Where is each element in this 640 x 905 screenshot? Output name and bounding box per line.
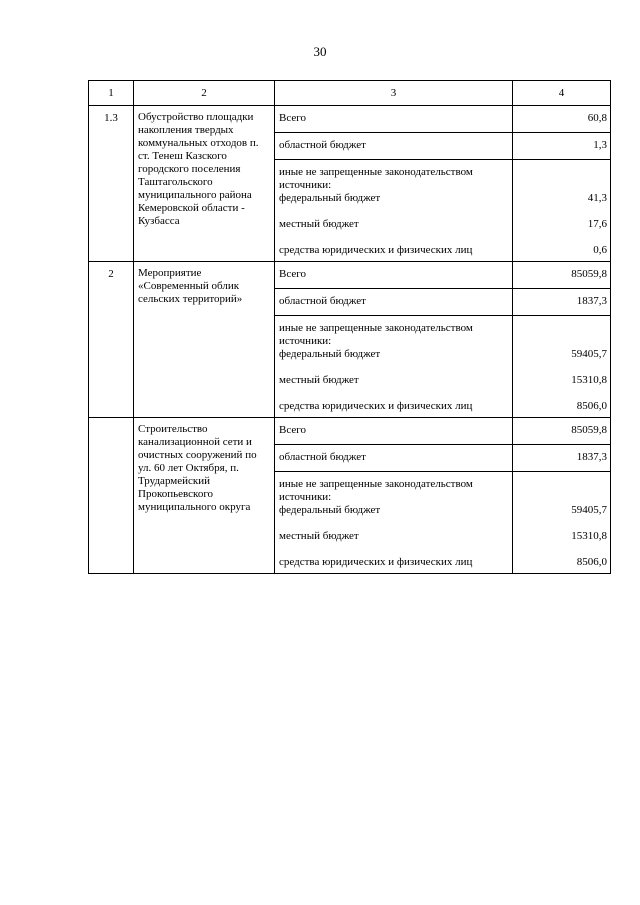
local-label: местный бюджет [279,218,359,230]
item-description: Строительство канализационной сети и очистных сооружений по ул. 60 лет Октября, п. Трудармейский Прокопьевского муниципального округа [134,418,275,574]
private-amount: 8506,0 [576,556,607,568]
table-row [89,262,611,289]
funding-type: областной бюджет [275,133,513,160]
federal-amount: 59405,7 [571,504,607,516]
private-label: средства юридических и физических лиц [279,556,473,568]
funding-amount: 1,3 [513,133,611,160]
header-cell: 3 [275,81,513,106]
funding-breakdown-amounts [513,316,611,418]
header-row [89,81,611,106]
item-number: 2 [89,262,134,418]
private-amount: 0,6 [593,244,607,256]
local-label: местный бюджет [279,374,359,386]
item-number [89,418,134,574]
table-row [89,418,611,445]
private-label: средства юридических и физических лиц [279,244,473,256]
local-amount: 15310,8 [571,530,607,542]
item-number: 1.3 [89,106,134,262]
federal-amount: 59405,7 [571,348,607,360]
funding-amount: 85059,8 [513,418,611,445]
header-cell: 1 [89,81,134,106]
funding-type: Всего [275,262,513,289]
funding-breakdown [275,316,513,418]
funding-type: Всего [275,106,513,133]
funding-breakdown-amounts [513,472,611,574]
funding-type: областной бюджет [275,445,513,472]
funding-breakdown [275,160,513,262]
funding-amount: 60,8 [513,106,611,133]
funding-amount: 85059,8 [513,262,611,289]
funding-amount: 1837,3 [513,445,611,472]
funding-breakdown [275,472,513,574]
private-amount: 8506,0 [576,400,607,412]
other-sources-label: иные не запрещенные законодательством источники: [279,478,473,503]
local-amount: 17,6 [587,218,607,230]
header-cell: 2 [134,81,275,106]
funding-type: Всего [275,418,513,445]
item-description: Обустройство площадки накопления твердых коммунальных отходов п. ст. Тенеш Казского городского поселения Таштагольского муниципального района Кемеровской области - Кузбасса [134,106,275,262]
federal-label: федеральный бюджет [279,192,381,204]
page-number: 30 [313,44,327,59]
local-label: местный бюджет [279,530,359,542]
funding-type: областной бюджет [275,289,513,316]
other-sources-label: иные не запрещенные законодательством источники: [279,322,473,347]
local-amount: 15310,8 [571,374,607,386]
other-sources-label: иные не запрещенные законодательством источники: [279,166,473,191]
budget-table [88,80,611,574]
item-description: Мероприятие «Современный облик сельских территорий» [134,262,275,418]
federal-label: федеральный бюджет [279,348,381,360]
private-label: средства юридических и физических лиц [279,400,473,412]
table-row [89,106,611,133]
funding-amount: 1837,3 [513,289,611,316]
federal-label: федеральный бюджет [279,504,381,516]
federal-amount: 41,3 [587,192,607,204]
funding-breakdown-amounts [513,160,611,262]
header-cell: 4 [513,81,611,106]
